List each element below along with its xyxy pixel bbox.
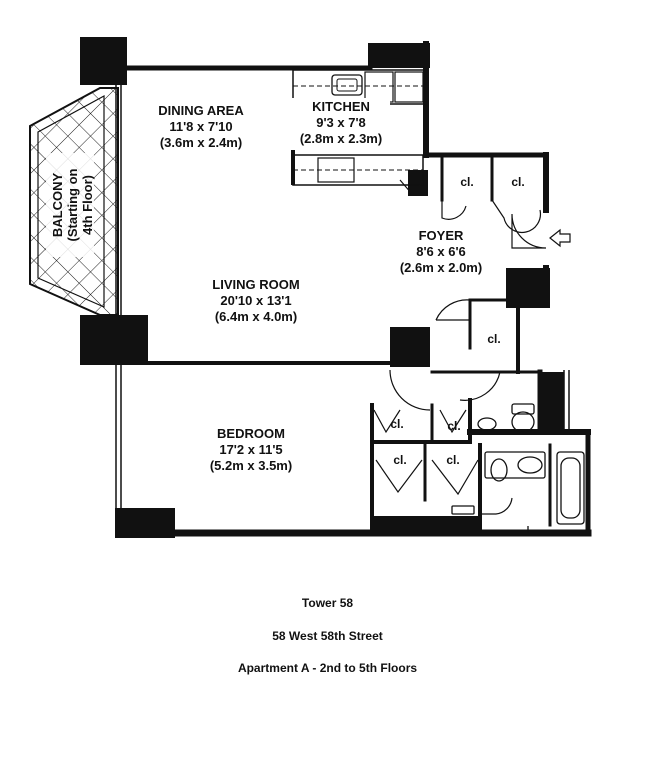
entry-arrow-icon — [550, 230, 570, 246]
room-living — [212, 277, 299, 324]
room-dining — [158, 103, 244, 150]
balcony-label-line2: (Starting on — [65, 168, 80, 242]
closet-label: cl. — [511, 175, 525, 189]
room-foyer-metric: (2.6m x 2.0m) — [399, 260, 483, 275]
room-foyer — [400, 228, 482, 275]
room-living-name: LIVING ROOM — [212, 277, 300, 292]
closet-label: cl. — [460, 175, 474, 189]
room-kitchen-imperial: 9'3 x 7'8 — [316, 115, 366, 130]
room-bedroom — [210, 426, 292, 473]
closet-label: cl. — [390, 417, 404, 431]
closet-label: cl. — [447, 419, 461, 433]
balcony-label — [46, 153, 95, 257]
caption-unit: Apartment A - 2nd to 5th Floors — [237, 661, 418, 675]
closet-label: cl. — [446, 453, 460, 467]
room-kitchen-metric: (2.8m x 2.3m) — [299, 131, 383, 146]
closet-label: cl. — [487, 332, 501, 346]
balcony-label-line3: 4th Floor) — [80, 175, 95, 235]
room-dining-imperial: 11'8 x 7'10 — [169, 119, 233, 134]
room-bedroom-metric: (5.2m x 3.5m) — [209, 458, 293, 473]
room-dining-name: DINING AREA — [158, 103, 244, 118]
caption-building: Tower 58 — [301, 596, 354, 610]
room-living-imperial: 20'10 x 13'1 — [220, 293, 292, 308]
room-living-metric: (6.4m x 4.0m) — [214, 309, 298, 324]
room-bedroom-imperial: 17'2 x 11'5 — [219, 442, 283, 457]
room-foyer-name: FOYER — [418, 228, 464, 243]
room-kitchen-name: KITCHEN — [312, 99, 370, 114]
balcony-label-line1: BALCONY — [50, 172, 65, 238]
closet-label: cl. — [393, 453, 407, 467]
room-kitchen — [290, 98, 390, 150]
caption-address: 58 West 58th Street — [272, 629, 383, 643]
room-dining-metric: (3.6m x 2.4m) — [159, 135, 243, 150]
room-bedroom-name: BEDROOM — [217, 426, 285, 441]
room-foyer-imperial: 8'6 x 6'6 — [416, 244, 466, 259]
